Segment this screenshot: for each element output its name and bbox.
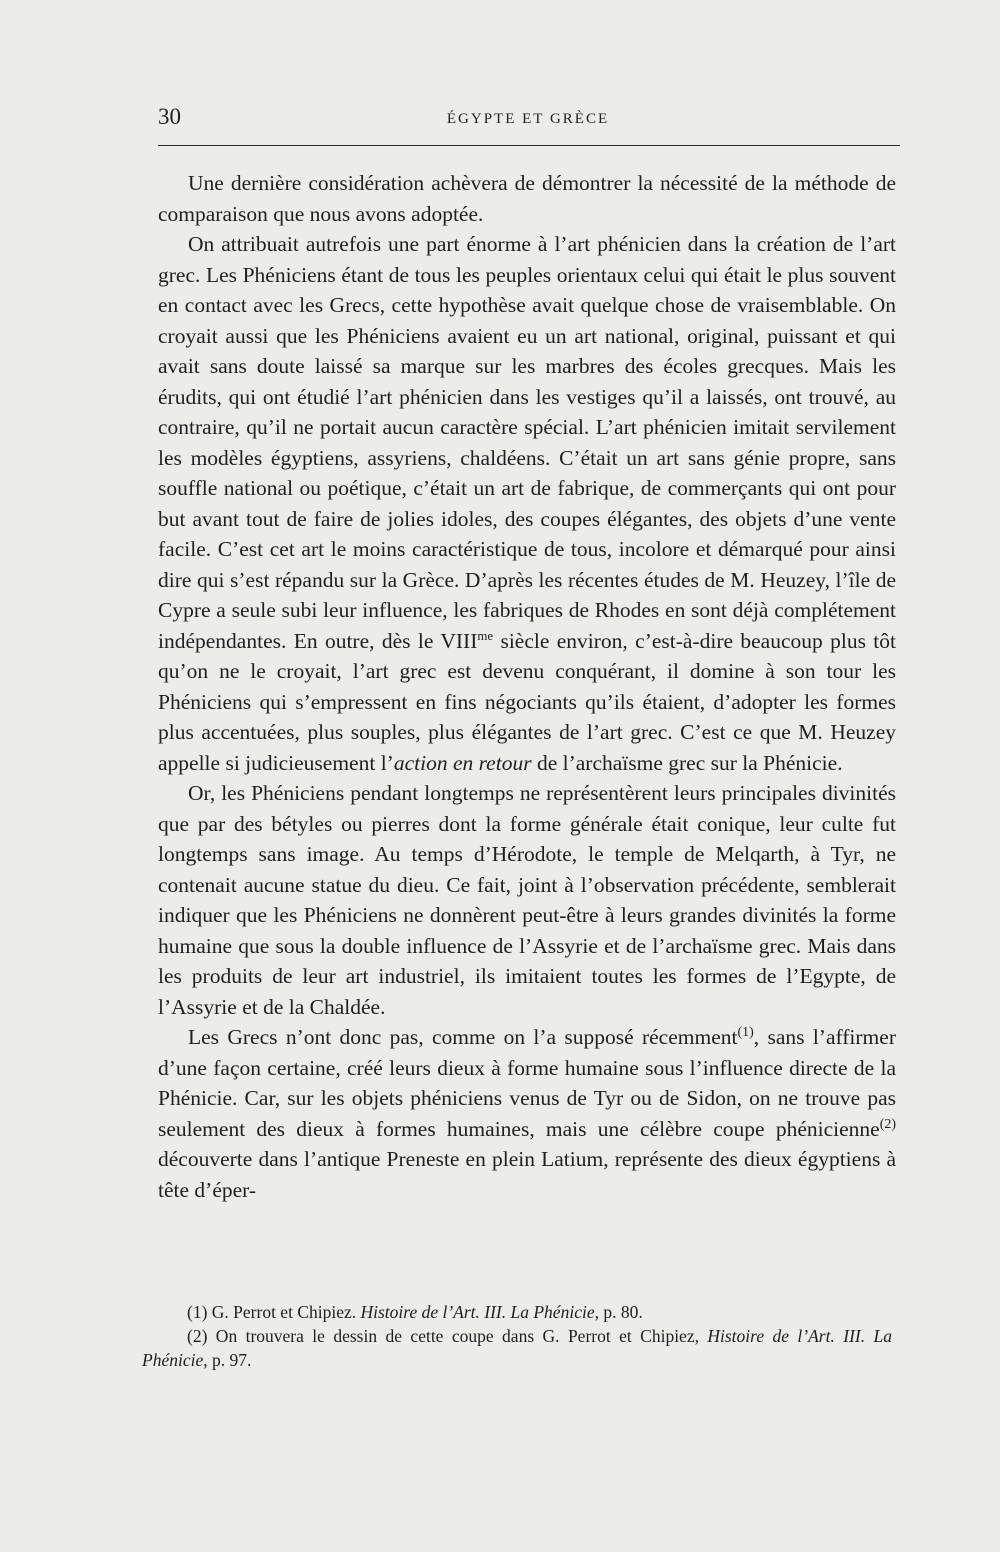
footnotes — [142, 1300, 892, 1372]
footnote-1-text: G. Perrot et Chipiez. — [207, 1302, 361, 1322]
footnote-reference-2: (2) — [879, 1116, 896, 1132]
running-head — [158, 104, 898, 140]
paragraph-1-text: Une dernière considération achèvera de démontrer la nécessité de la méthode de comparaison que nous avons adoptée. — [158, 171, 896, 226]
footnote-1 — [142, 1300, 892, 1324]
paragraph-4-text-a: Les Grecs n’ont donc pas, comme on l’a supposé récemment — [188, 1025, 738, 1049]
footnote-2-text: On trouvera le dessin de cette coupe dans G. Perrot et Chipiez, — [207, 1326, 708, 1346]
footnote-2-title: Histoire de l’Art. III. La Phénicie — [142, 1326, 892, 1370]
paragraph-4 — [158, 1022, 896, 1205]
italic-phrase: action en retour — [393, 750, 532, 775]
body-text — [158, 168, 896, 1205]
header-rule — [158, 145, 900, 146]
footnote-reference-1: (1) — [737, 1024, 754, 1040]
paragraph-2-text-c: de l’archaïsme grec sur la Phénicie. — [531, 750, 843, 775]
paragraph-1 — [158, 168, 896, 229]
paragraph-2-text-b: siècle environ, c’est-à-dire beaucoup plus tôt qu’on ne le croyait, l’art grec est devenu conquérant, il domine à son tour les Phéniciens qui s’empressent en fins négociants qu’ils étaient, d’adopter les formes plus accentuées, plus souples, plus élégantes de l’art grec. C’est ce que M. Heuzey appelle si judicieusement l’ — [158, 628, 897, 775]
paragraph-4-text-b: , sans l’affirmer d’une façon certaine, créé leurs dieux à forme humaine sous l’influence directe de la Phénicie. Car, sur les objets phéniciens venus de Tyr ou de Sidon, on ne trouve pas seulement des dieux à formes humaines, mais une célèbre coupe phénicienne — [158, 1025, 896, 1141]
footnote-1-tail: , p. 80. — [594, 1302, 643, 1322]
paragraph-4-text-c: découverte dans l’antique Preneste en plein Latium, représente des dieux égyptiens à tête d’éper- — [158, 1147, 896, 1202]
paragraph-3-text: Or, les Phéniciens pendant longtemps ne représentèrent leurs principales divinités que par des bétyles ou pierres dont la forme générale était conique, leur culte fut longtemps sans image. Au temps d’Hérodote, le temple de Melqarth, à Tyr, ne contenait aucune statue du dieu. Ce fait, joint à l’observation précédente, semblerait indiquer que les Phéniciens ne donnèrent peut-être à leurs grandes divinités la forme humaine que sous la double influence de l’Assyrie et de l’archaïsme grec. Mais dans les produits de leur art industriel, ils imitaient toutes les formes de l’Egypte, de l’Assyrie et de la Chaldée. — [158, 781, 896, 1019]
footnote-2 — [142, 1324, 892, 1372]
paragraph-2 — [158, 229, 896, 778]
paragraph-3 — [158, 778, 896, 1022]
footnote-1-title: Histoire de l’Art. III. La Phénicie — [360, 1302, 595, 1322]
footnote-1-marker: (1) — [187, 1302, 208, 1322]
page-number: 30 — [158, 104, 181, 129]
footnote-2-tail: , p. 97. — [203, 1350, 252, 1370]
footnote-2-marker: (2) — [187, 1326, 208, 1346]
paragraph-2-text-a: On attribuait autrefois une part énorme à l’art phénicien dans la création de l’art grec. Les Phéniciens étant de tous les peuples orientaux celui qui était le plus souvent en contact avec les Grecs, cette hypothèse avait quelque chose de vraisemblable. On croyait aussi que les Phéniciens avaient eu un art national, original, puissant et qui avait sans doute laissé sa marque sur les marbres des écoles grecques. Mais les érudits, qui ont étudié l’art phénicien dans les vestiges qu’il a laissés, ont trouvé, au contraire, qu’il ne portait aucun caractère spécial. L’art phénicien imitait servilement les modèles égyptiens, assyriens, chaldéens. C’était un art sans génie propre, sans souffle national ou poétique, c’était un art de fabrique, de commerçants qui ont pour but avant tout de faire de jolies idoles, des coupes élégantes, des objets d’une vente facile. C’est cet art le moins caractéristique de tous, incolore et démarqué pour ainsi dire qui s’est répandu sur la Grèce. D’après les récentes études de M. Heuzey, l’île de Cypre a seule subi leur influence, les fabriques de Rhodes en sont déjà complétement indépendantes. En outre, dès le VIII — [158, 232, 896, 653]
ordinal-superscript: me — [477, 628, 494, 643]
running-title: ÉGYPTE ET GRÈCE — [446, 111, 610, 127]
